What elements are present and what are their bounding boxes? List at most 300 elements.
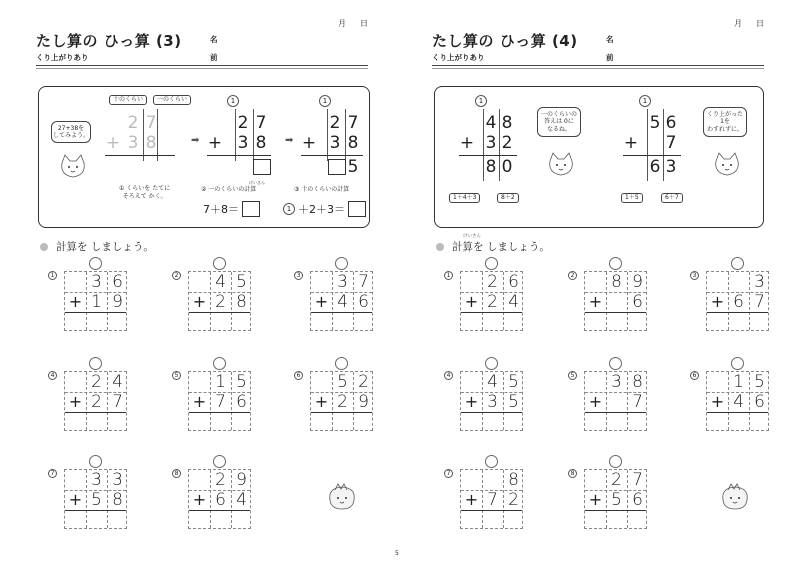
answer-cell[interactable] bbox=[728, 312, 749, 332]
addition-problem bbox=[48, 257, 138, 333]
answer-cell[interactable] bbox=[86, 312, 107, 332]
answer-cell[interactable] bbox=[210, 412, 231, 432]
addend-digit: 2 bbox=[487, 292, 498, 312]
answer-cell[interactable] bbox=[482, 510, 503, 530]
addend-digit: 6 bbox=[215, 490, 226, 510]
carry-input-circle[interactable] bbox=[335, 257, 348, 270]
addend-digit: 9 bbox=[358, 392, 369, 412]
problem-number: 4 bbox=[48, 371, 57, 380]
carry-circle: 1 bbox=[227, 95, 239, 107]
addition-problem bbox=[568, 455, 658, 531]
addend-digit: 5 bbox=[337, 372, 348, 392]
answer-cell[interactable] bbox=[189, 312, 210, 332]
answer-grid bbox=[706, 271, 769, 331]
arrow-icon: ➡ bbox=[285, 135, 294, 146]
answer-cell[interactable] bbox=[332, 412, 353, 432]
plus-sign: + bbox=[588, 392, 603, 411]
answer-grid bbox=[584, 469, 647, 529]
carry-input-circle[interactable] bbox=[731, 357, 744, 370]
answer-cell[interactable] bbox=[65, 412, 86, 432]
addend-digit bbox=[311, 372, 332, 392]
addend-digit bbox=[65, 372, 86, 392]
plus-sign: + bbox=[588, 292, 603, 311]
answer-cell[interactable] bbox=[627, 510, 648, 530]
problem-number: 7 bbox=[444, 469, 453, 478]
addend-digit: 1 bbox=[215, 372, 226, 392]
plus-sign: + bbox=[710, 292, 725, 311]
answer-cell[interactable] bbox=[461, 312, 482, 332]
calc-tag: 1＋5 bbox=[621, 193, 643, 203]
example3-ones-answer: 5 bbox=[347, 157, 359, 177]
plus-sign: + bbox=[464, 392, 479, 411]
answer-grid bbox=[188, 371, 251, 431]
answer-grid bbox=[188, 469, 251, 529]
example-box bbox=[38, 86, 370, 228]
instruction bbox=[436, 239, 550, 254]
ex2-ones-bottom: 7 bbox=[665, 133, 677, 153]
carry-circle: 1 bbox=[319, 95, 331, 107]
addend-digit: 3 bbox=[91, 272, 102, 292]
header-rule bbox=[432, 65, 764, 66]
addition-problem bbox=[690, 357, 780, 433]
problem-number: 7 bbox=[48, 469, 57, 478]
addend-digit bbox=[606, 292, 627, 312]
plus-sign: + bbox=[314, 392, 329, 411]
addition-problem bbox=[568, 357, 658, 433]
addend-digit: 2 bbox=[91, 372, 102, 392]
carry-input-circle[interactable] bbox=[485, 357, 498, 370]
example2-ones-top: 7 bbox=[255, 113, 267, 133]
example1-ones-top: 7 bbox=[145, 113, 157, 133]
addend-digit: 4 bbox=[733, 392, 744, 412]
answer-cell[interactable] bbox=[332, 312, 353, 332]
problem-number: 6 bbox=[294, 371, 303, 380]
carry-input-circle[interactable] bbox=[485, 257, 498, 270]
plus-sign: + bbox=[68, 292, 83, 311]
carry-input-circle[interactable] bbox=[89, 357, 102, 370]
plus-sign: + bbox=[192, 490, 207, 509]
addend-digit bbox=[482, 470, 503, 490]
carry-circle: 1 bbox=[283, 203, 295, 215]
tens-place-tag: 十のくらい bbox=[109, 95, 147, 105]
addend-digit bbox=[585, 272, 606, 292]
addition-problem bbox=[172, 455, 262, 531]
carry-input-circle[interactable] bbox=[213, 257, 226, 270]
answer-box bbox=[328, 159, 346, 175]
carry-input-circle[interactable] bbox=[335, 357, 348, 370]
carry-input-circle[interactable] bbox=[609, 455, 622, 468]
addend-digit: 1 bbox=[91, 292, 102, 312]
answer-grid bbox=[460, 469, 523, 529]
mascot-icon bbox=[718, 482, 752, 512]
problem-number: 1 bbox=[48, 271, 57, 280]
addend-digit bbox=[189, 372, 210, 392]
month-label: 月 bbox=[734, 19, 742, 28]
problem-number: 8 bbox=[172, 469, 181, 478]
answer-box bbox=[253, 159, 271, 175]
sum-line bbox=[207, 155, 271, 156]
plus-sign: + bbox=[623, 133, 639, 153]
answer-cell[interactable] bbox=[627, 312, 648, 332]
addend-digit: 2 bbox=[508, 490, 519, 510]
ones-place-tag: 一のくらい bbox=[153, 95, 191, 105]
header-rule-2 bbox=[36, 68, 368, 69]
plus-sign: + bbox=[588, 490, 603, 509]
addend-digit: 7 bbox=[112, 392, 123, 412]
addend-digit bbox=[189, 470, 210, 490]
addend-digit: 6 bbox=[632, 292, 643, 312]
page-number: 5 bbox=[395, 550, 399, 557]
answer-cell[interactable] bbox=[86, 412, 107, 432]
answer-cell[interactable] bbox=[107, 312, 128, 332]
instruction-text: 計算を しましょう。 bbox=[56, 241, 154, 253]
plus-sign: + bbox=[464, 292, 479, 311]
answer-cell[interactable] bbox=[728, 412, 749, 432]
answer-cell[interactable] bbox=[482, 312, 503, 332]
example1-ones-bottom: 8 bbox=[145, 133, 157, 153]
sum-line bbox=[105, 155, 175, 156]
addend-digit: 2 bbox=[337, 392, 348, 412]
answer-grid bbox=[460, 371, 523, 431]
carry-input-circle[interactable] bbox=[89, 257, 102, 270]
addend-digit: 6 bbox=[236, 392, 247, 412]
answer-cell[interactable] bbox=[707, 412, 728, 432]
addition-problem bbox=[172, 257, 262, 333]
addend-digit: 5 bbox=[236, 372, 247, 392]
tens-equation bbox=[283, 201, 366, 217]
addend-digit: 2 bbox=[215, 470, 226, 490]
addition-problem bbox=[444, 455, 534, 531]
addend-digit: 2 bbox=[91, 392, 102, 412]
addition-problem bbox=[294, 357, 384, 433]
carry-input-circle[interactable] bbox=[89, 455, 102, 468]
answer-cell[interactable] bbox=[585, 510, 606, 530]
answer-cell[interactable] bbox=[189, 412, 210, 432]
answer-cell[interactable] bbox=[585, 412, 606, 432]
addend-digit: 8 bbox=[236, 292, 247, 312]
plus-sign: + bbox=[464, 490, 479, 509]
addend-digit: 5 bbox=[91, 490, 102, 510]
answer-grid bbox=[310, 371, 373, 431]
answer-cell[interactable] bbox=[210, 510, 231, 530]
problem-number: 2 bbox=[172, 271, 181, 280]
plus-sign: + bbox=[710, 392, 725, 411]
sum-line bbox=[301, 155, 363, 156]
addend-digit: 7 bbox=[632, 392, 643, 412]
addend-digit: 7 bbox=[215, 392, 226, 412]
speech-bubble: 一のくらいの 答えは 0に なるね。 bbox=[537, 107, 581, 137]
answer-grid bbox=[460, 271, 523, 331]
problem-number: 3 bbox=[690, 271, 699, 280]
addition-problem bbox=[48, 455, 138, 531]
plus-sign: + bbox=[105, 133, 121, 153]
addition-problem bbox=[294, 257, 384, 333]
answer-cell[interactable] bbox=[210, 312, 231, 332]
speech-bubble: くり上がった 1を わすれずに。 bbox=[703, 107, 747, 137]
ex1-tens-top: 4 bbox=[485, 113, 497, 133]
addend-digit: 9 bbox=[236, 470, 247, 490]
ex1-tens-bottom: 3 bbox=[485, 133, 497, 153]
addition-problem bbox=[568, 257, 658, 333]
problem-number: 8 bbox=[568, 469, 577, 478]
addition-problem bbox=[444, 357, 534, 433]
carry-input-circle[interactable] bbox=[731, 257, 744, 270]
page-subtitle: くり上がりあり bbox=[36, 53, 89, 62]
answer-cell[interactable] bbox=[606, 510, 627, 530]
addend-digit bbox=[728, 272, 749, 292]
answer-cell[interactable] bbox=[627, 412, 648, 432]
addend-digit: 6 bbox=[112, 272, 123, 292]
problem-number: 4 bbox=[444, 371, 453, 380]
addend-digit: 8 bbox=[611, 272, 622, 292]
plus-sign: + bbox=[207, 133, 223, 153]
addend-digit: 8 bbox=[508, 470, 519, 490]
answer-cell[interactable] bbox=[503, 312, 524, 332]
answer-box bbox=[242, 201, 260, 217]
answer-grid bbox=[584, 371, 647, 431]
arrow-icon: ➡ bbox=[191, 135, 200, 146]
carry-circle: 1 bbox=[475, 95, 487, 107]
speech-bubble: 27+38を してみよう。 bbox=[51, 121, 91, 143]
step2-text: ② 一のくらいの計算 bbox=[201, 186, 257, 193]
cat-icon bbox=[547, 151, 575, 177]
addend-digit: 5 bbox=[754, 372, 765, 392]
addend-digit: 6 bbox=[358, 292, 369, 312]
answer-cell[interactable] bbox=[749, 312, 770, 332]
example1-tens-bottom: 3 bbox=[127, 133, 139, 153]
carry-input-circle[interactable] bbox=[609, 257, 622, 270]
calc-tag: 1＋4＋3 bbox=[449, 193, 480, 203]
plus-sign: + bbox=[192, 392, 207, 411]
addend-digit: 4 bbox=[487, 372, 498, 392]
cat-icon bbox=[713, 151, 741, 177]
addend-digit: 9 bbox=[112, 292, 123, 312]
instruction bbox=[40, 239, 154, 254]
bullet-icon bbox=[436, 243, 444, 251]
addend-digit: 7 bbox=[487, 490, 498, 510]
addend-digit bbox=[461, 372, 482, 392]
calc-tag: 8＋2 bbox=[497, 193, 519, 203]
answer-box bbox=[348, 201, 366, 217]
addend-digit: 5 bbox=[611, 490, 622, 510]
addend-digit: 4 bbox=[112, 372, 123, 392]
addend-digit: 3 bbox=[487, 392, 498, 412]
addend-digit: 6 bbox=[733, 292, 744, 312]
addend-digit: 5 bbox=[236, 272, 247, 292]
page-title: たし算の ひっ算 (3) bbox=[36, 32, 182, 50]
problem-number: 5 bbox=[568, 371, 577, 380]
header-rule bbox=[36, 65, 368, 66]
addend-digit bbox=[585, 470, 606, 490]
name-label-bottom: 前 bbox=[606, 53, 614, 62]
example2-tens-bottom: 3 bbox=[237, 133, 249, 153]
answer-cell[interactable] bbox=[707, 312, 728, 332]
addend-digit bbox=[606, 392, 627, 412]
addend-digit bbox=[707, 272, 728, 292]
addend-digit: 8 bbox=[112, 490, 123, 510]
name-label-top: 名 bbox=[606, 35, 614, 44]
example1-tens-top: 2 bbox=[127, 113, 139, 133]
name-label-top: 名 bbox=[210, 35, 218, 44]
answer-grid bbox=[188, 271, 251, 331]
example3-tens-top: 2 bbox=[329, 113, 341, 133]
plus-sign: + bbox=[459, 133, 475, 153]
carry-input-circle[interactable] bbox=[485, 455, 498, 468]
problem-number: 6 bbox=[690, 371, 699, 380]
answer-cell[interactable] bbox=[749, 412, 770, 432]
answer-grid bbox=[706, 371, 769, 431]
step2-ruby: けいさん bbox=[249, 180, 265, 185]
addend-digit: 1 bbox=[733, 372, 744, 392]
answer-cell[interactable] bbox=[353, 312, 374, 332]
step3-text: ③ 十のくらいの計算 bbox=[294, 186, 350, 193]
answer-cell[interactable] bbox=[65, 510, 86, 530]
plus-sign: + bbox=[68, 490, 83, 509]
addend-digit: 4 bbox=[337, 292, 348, 312]
addition-problem bbox=[172, 357, 262, 433]
ex1-ones-top: 8 bbox=[501, 113, 513, 133]
page-title: たし算の ひっ算 (4) bbox=[432, 32, 578, 50]
problem-number: 1 bbox=[444, 271, 453, 280]
answer-cell[interactable] bbox=[311, 412, 332, 432]
carry-input-circle[interactable] bbox=[213, 455, 226, 468]
addend-digit: 6 bbox=[508, 272, 519, 292]
addend-digit: 4 bbox=[236, 490, 247, 510]
cat-icon bbox=[59, 153, 87, 179]
ex2-tens-answer: 6 bbox=[649, 157, 661, 177]
addend-digit: 3 bbox=[91, 470, 102, 490]
answer-cell[interactable] bbox=[585, 312, 606, 332]
day-label: 日 bbox=[360, 19, 368, 28]
addend-digit: 7 bbox=[754, 292, 765, 312]
problem-number: 5 bbox=[172, 371, 181, 380]
plus-sign: + bbox=[68, 392, 83, 411]
example3-ones-bottom: 8 bbox=[347, 133, 359, 153]
addend-digit: 4 bbox=[508, 292, 519, 312]
addend-digit: 7 bbox=[358, 272, 369, 292]
example-box bbox=[434, 86, 764, 228]
answer-cell[interactable] bbox=[86, 510, 107, 530]
addend-digit: 5 bbox=[508, 372, 519, 392]
worksheet-page-right bbox=[400, 0, 800, 571]
answer-cell[interactable] bbox=[606, 412, 627, 432]
answer-grid bbox=[64, 271, 127, 331]
addend-digit: 2 bbox=[487, 272, 498, 292]
addend-digit: 3 bbox=[112, 470, 123, 490]
mascot-icon bbox=[325, 482, 359, 512]
example3-tens-bottom: 3 bbox=[329, 133, 341, 153]
addend-digit: 6 bbox=[632, 490, 643, 510]
addition-problem bbox=[48, 357, 138, 433]
addend-digit: 3 bbox=[337, 272, 348, 292]
example3-ones-top: 7 bbox=[347, 113, 359, 133]
step1-text: ① くらいを たてに そろえて かく。 bbox=[119, 185, 171, 200]
answer-cell[interactable] bbox=[461, 510, 482, 530]
answer-cell[interactable] bbox=[231, 412, 252, 432]
example2-tens-top: 2 bbox=[237, 113, 249, 133]
addend-digit: 7 bbox=[632, 470, 643, 490]
addend-digit: 6 bbox=[754, 392, 765, 412]
addition-problem bbox=[690, 257, 780, 333]
plus-sign: + bbox=[192, 292, 207, 311]
answer-cell[interactable] bbox=[503, 412, 524, 432]
answer-cell[interactable] bbox=[65, 312, 86, 332]
answer-cell[interactable] bbox=[503, 510, 524, 530]
name-label-bottom: 前 bbox=[210, 53, 218, 62]
addition-problem bbox=[444, 257, 534, 333]
answer-cell[interactable] bbox=[482, 412, 503, 432]
addend-digit: 9 bbox=[632, 272, 643, 292]
answer-grid bbox=[64, 469, 127, 529]
sum-line bbox=[623, 155, 681, 156]
addend-digit: 5 bbox=[508, 392, 519, 412]
answer-cell[interactable] bbox=[311, 312, 332, 332]
addend-digit bbox=[707, 372, 728, 392]
ex1-ones-bottom: 2 bbox=[501, 133, 513, 153]
addend-digit: 4 bbox=[215, 272, 226, 292]
plus-sign: + bbox=[301, 133, 317, 153]
ex1-tens-answer: 8 bbox=[485, 157, 497, 177]
addend-digit: 2 bbox=[611, 470, 622, 490]
addend-digit bbox=[311, 272, 332, 292]
tens-equation-text: ＋2＋3＝ bbox=[298, 203, 345, 216]
answer-cell[interactable] bbox=[107, 412, 128, 432]
answer-grid bbox=[64, 371, 127, 431]
answer-cell[interactable] bbox=[353, 412, 374, 432]
ex2-tens-top: 5 bbox=[649, 113, 661, 133]
addend-digit bbox=[461, 470, 482, 490]
answer-grid bbox=[584, 271, 647, 331]
ex2-ones-answer: 3 bbox=[665, 157, 677, 177]
ex1-ones-answer: 0 bbox=[501, 157, 513, 177]
bullet-icon bbox=[40, 243, 48, 251]
ones-equation-text: 7＋8＝ bbox=[203, 203, 239, 216]
addend-digit: 3 bbox=[611, 372, 622, 392]
carry-input-circle[interactable] bbox=[213, 357, 226, 370]
header-rule-2 bbox=[432, 68, 764, 69]
addend-digit bbox=[461, 272, 482, 292]
addend-digit: 8 bbox=[632, 372, 643, 392]
instruction-ruby: けいさん bbox=[463, 234, 481, 239]
answer-cell[interactable] bbox=[606, 312, 627, 332]
calc-tag: 6＋7 bbox=[661, 193, 683, 203]
page-subtitle: くり上がりあり bbox=[432, 53, 485, 62]
problem-number: 2 bbox=[568, 271, 577, 280]
addend-digit: 3 bbox=[754, 272, 765, 292]
answer-cell[interactable] bbox=[107, 510, 128, 530]
carry-input-circle[interactable] bbox=[609, 357, 622, 370]
answer-grid bbox=[310, 271, 373, 331]
answer-cell[interactable] bbox=[231, 312, 252, 332]
addend-digit bbox=[65, 470, 86, 490]
answer-cell[interactable] bbox=[461, 412, 482, 432]
month-label: 月 bbox=[338, 19, 346, 28]
addend-digit: 2 bbox=[215, 292, 226, 312]
sum-line bbox=[459, 155, 517, 156]
addend-digit bbox=[65, 272, 86, 292]
plus-sign: + bbox=[314, 292, 329, 311]
carry-circle: 1 bbox=[639, 95, 651, 107]
day-label: 日 bbox=[756, 19, 764, 28]
addend-digit bbox=[189, 272, 210, 292]
answer-cell[interactable] bbox=[231, 510, 252, 530]
addend-digit bbox=[585, 372, 606, 392]
problem-number: 3 bbox=[294, 271, 303, 280]
instruction-text: 計算を しましょう。 bbox=[452, 241, 550, 253]
addend-digit: 2 bbox=[358, 372, 369, 392]
example2-ones-bottom: 8 bbox=[255, 133, 267, 153]
answer-cell[interactable] bbox=[189, 510, 210, 530]
